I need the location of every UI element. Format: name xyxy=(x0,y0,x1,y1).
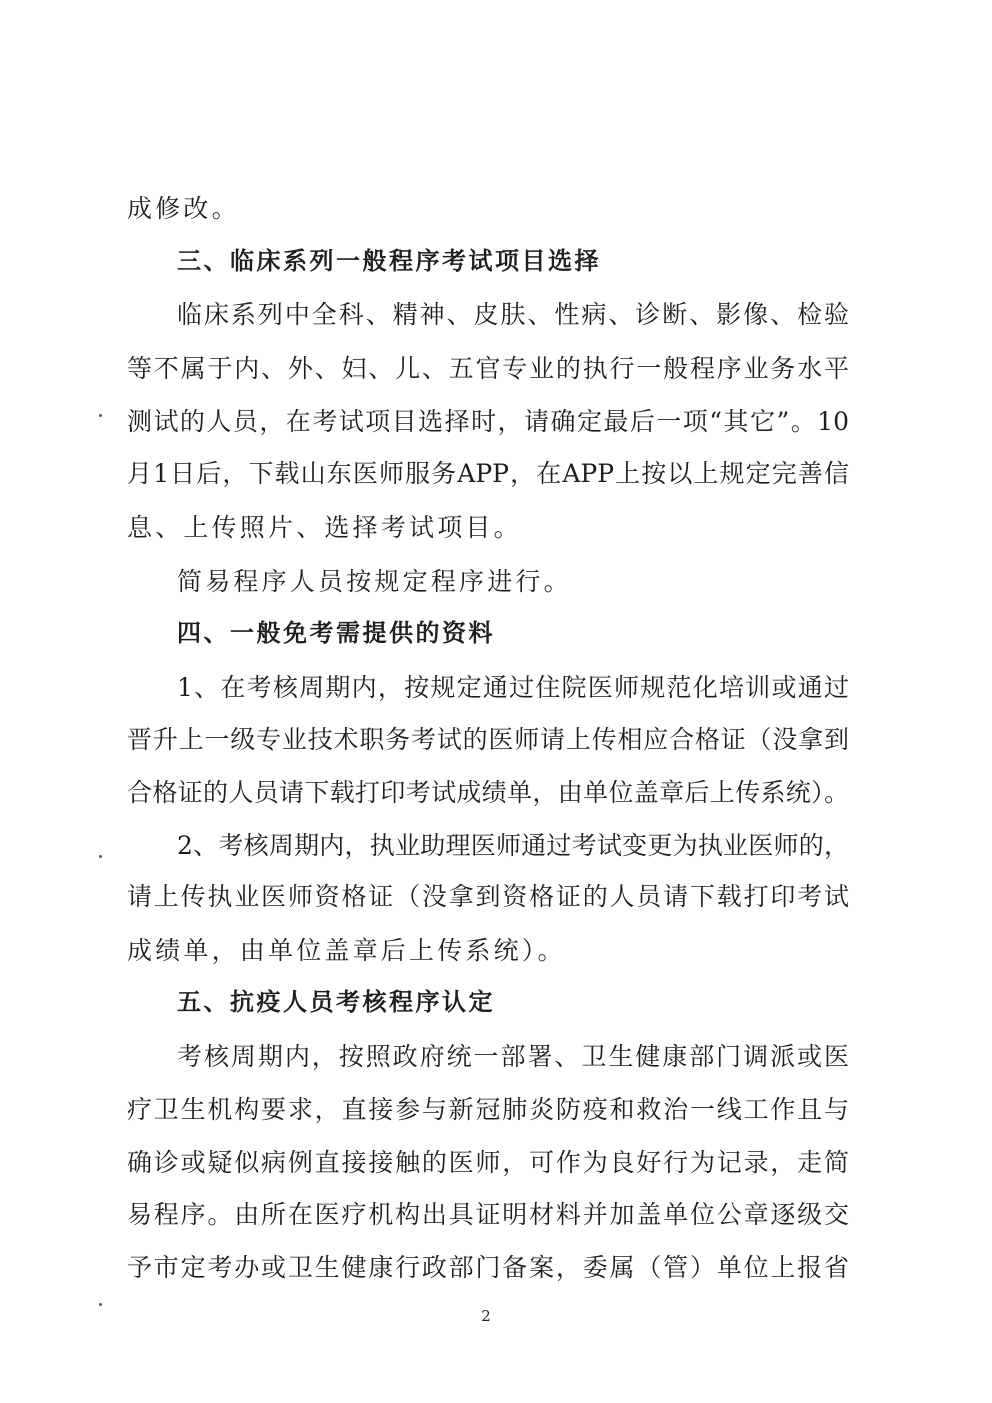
text-line: 临床系列中全科、精神、皮肤、性病、诊断、影像、检验 xyxy=(177,300,849,329)
page-number: 2 xyxy=(481,1307,491,1325)
text-line: 1、在考核周期内，按规定通过住院医师规范化培训或通过 xyxy=(177,673,849,702)
text-line: 月1日后，下载山东医师服务APP，在APP上按以上规定完善信 xyxy=(127,459,849,488)
text-line: 确诊或疑似病例直接接触的医师，可作为良好行为记录，走简 xyxy=(127,1148,849,1177)
text-line: 成绩单，由单位盖章后上传系统）。 xyxy=(127,936,566,965)
text-line: 疗卫生机构要求，直接参与新冠肺炎防疫和救治一线工作且与 xyxy=(127,1095,849,1124)
text-line: 考核周期内，按照政府统一部署、卫生健康部门调派或医 xyxy=(177,1042,849,1071)
scan-speck xyxy=(99,855,102,858)
section-heading-3: 三、临床系列一般程序考试项目选择 xyxy=(177,247,601,275)
text-line: 请上传执业医师资格证（没拿到资格证的人员请下载打印考试 xyxy=(127,882,849,911)
text-line: 予市定考办或卫生健康行政部门备案，委属（管）单位上报省 xyxy=(127,1253,849,1282)
text-line: 成修改。 xyxy=(127,194,240,223)
scan-speck xyxy=(99,1303,102,1306)
text-line: 息、上传照片、选择考试项目。 xyxy=(127,513,522,542)
text-line: 简易程序人员按规定程序进行。 xyxy=(177,567,572,596)
section-heading-5: 五、抗疫人员考核程序认定 xyxy=(177,988,495,1016)
text-line: 测试的人员，在考试项目选择时，请确定最后一项“其它”。10 xyxy=(127,407,849,436)
section-heading-4: 四、一般免考需提供的资料 xyxy=(177,619,495,647)
text-line: 合格证的人员请下载打印考试成绩单，由单位盖章后上传系统）。 xyxy=(127,778,849,807)
text-line: 易程序。由所在医疗机构出具证明材料并加盖单位公章逐级交 xyxy=(127,1200,849,1229)
text-line: 等不属于内、外、妇、儿、五官专业的执行一般程序业务水平 xyxy=(127,354,849,383)
text-line: 2、考核周期内，执业助理医师通过考试变更为执业医师的， xyxy=(177,831,849,860)
text-line: 晋升上一级专业技术职务考试的医师请上传相应合格证（没拿到 xyxy=(127,725,849,754)
scan-speck xyxy=(99,414,102,417)
